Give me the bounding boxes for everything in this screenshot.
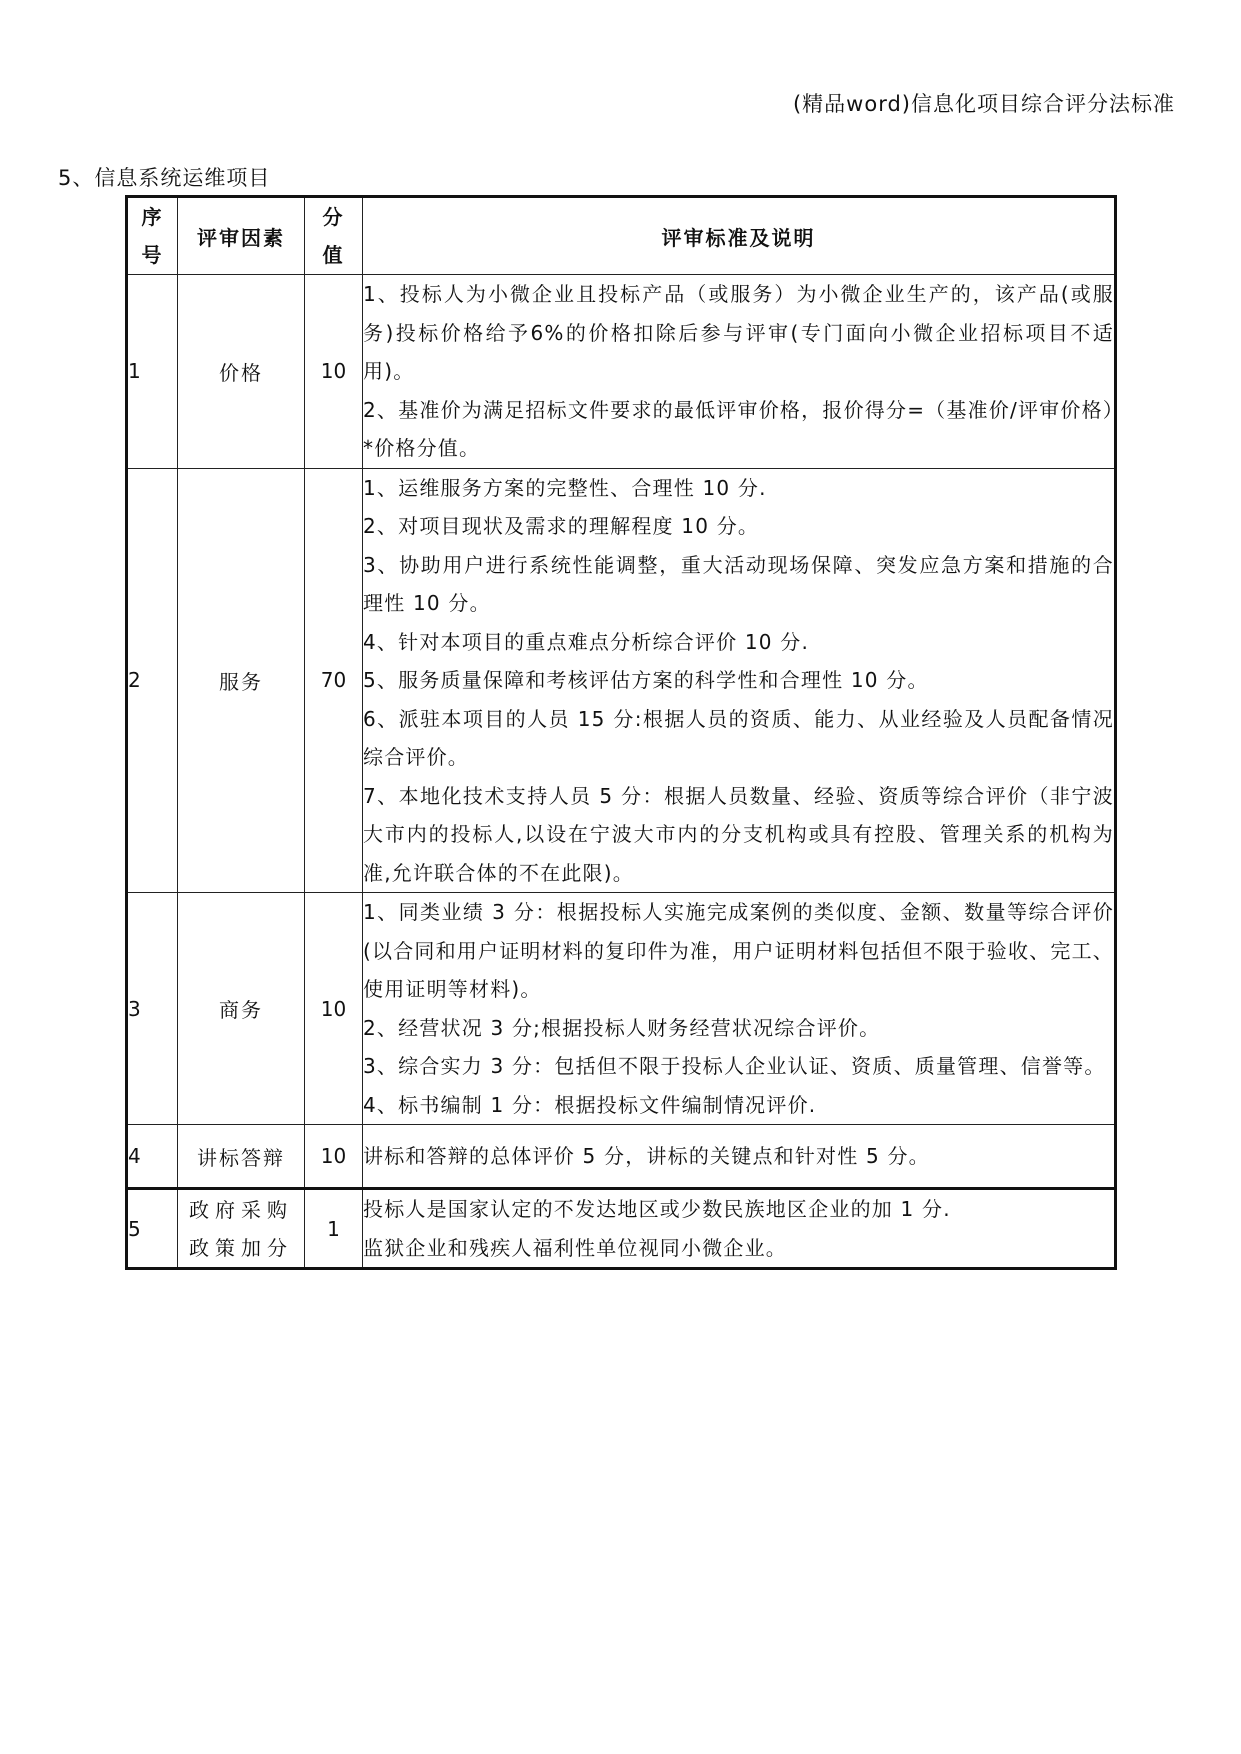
criteria-item: 1、运维服务方案的完整性、合理性 10 分. bbox=[363, 475, 767, 500]
row-score: 10 bbox=[305, 1125, 363, 1189]
row-criteria bbox=[363, 468, 1116, 893]
row-score: 70 bbox=[305, 468, 363, 893]
header-no bbox=[127, 197, 178, 275]
section-title: 5、信息系统运维项目 bbox=[58, 166, 271, 190]
header-no-line1: 序 bbox=[141, 205, 164, 229]
criteria-item: 1、投标人为小微企业且投标产品（或服务）为小微企业生产的，该产品(或服务)投标价格给予6%的价格扣除后参与评审(专门面向小微企业招标项目不适用)。 bbox=[363, 282, 1114, 383]
criteria-item: 4、针对本项目的重点难点分析综合评价 10 分. bbox=[363, 629, 810, 654]
header-criteria: 评审标准及说明 bbox=[363, 197, 1116, 275]
criteria-item: 讲标和答辩的总体评价 5 分，讲标的关键点和针对性 5 分。 bbox=[363, 1143, 930, 1168]
table-row bbox=[127, 1189, 1116, 1269]
row-no: 5 bbox=[127, 1189, 178, 1269]
row-no: 2 bbox=[127, 468, 178, 893]
table-row bbox=[127, 1125, 1116, 1189]
row-factor: 价格 bbox=[178, 275, 305, 469]
criteria-item: 5、服务质量保障和考核评估方案的科学性和合理性 10 分。 bbox=[363, 668, 929, 692]
header-score-line2: 值 bbox=[322, 243, 345, 267]
criteria-item: 3、综合实力 3 分：包括但不限于投标人企业认证、资质、质量管理、信誉等。 bbox=[363, 1054, 1106, 1078]
header-score-line1: 分 bbox=[322, 205, 345, 229]
row-criteria bbox=[363, 1189, 1116, 1269]
row-factor: 商务 bbox=[178, 893, 305, 1125]
row-factor-line1: 政府采购 bbox=[189, 1197, 293, 1222]
row-score: 10 bbox=[305, 893, 363, 1125]
row-factor: 讲标答辩 bbox=[178, 1125, 305, 1189]
criteria-item: 4、标书编制 1 分：根据投标文件编制情况评价. bbox=[363, 1092, 817, 1117]
row-score: 10 bbox=[305, 275, 363, 469]
criteria-item: 6、派驻本项目的人员 15 分:根据人员的资质、能力、从业经验及人员配备情况综合评价。 bbox=[363, 706, 1114, 769]
table-row bbox=[127, 468, 1116, 893]
row-factor bbox=[178, 1189, 305, 1269]
criteria-item: 7、本地化技术支持人员 5 分：根据人员数量、经验、资质等综合评价（非宁波大市内的投标人,以设在宁波大市内的分支机构或具有控股、管理关系的机构为准,允许联合体的不在此限)。 bbox=[363, 783, 1114, 885]
row-criteria bbox=[363, 1125, 1116, 1189]
row-factor-line2: 政策加分 bbox=[189, 1235, 293, 1260]
row-no: 3 bbox=[127, 893, 178, 1125]
document-header: (精品word)信息化项目综合评分法标准 bbox=[792, 92, 1175, 116]
row-score: 1 bbox=[305, 1189, 363, 1269]
row-criteria bbox=[363, 275, 1116, 469]
criteria-item: 1、同类业绩 3 分：根据投标人实施完成案例的类似度、金额、数量等综合评价(以合同和用户证明材料的复印件为准，用户证明材料包括但不限于验收、完工、使用证明等材料)。 bbox=[363, 900, 1115, 1001]
header-score bbox=[305, 197, 363, 275]
row-factor: 服务 bbox=[178, 468, 305, 893]
table-row bbox=[127, 275, 1116, 469]
row-criteria bbox=[363, 893, 1116, 1125]
criteria-item: 2、经营状况 3 分;根据投标人财务经营状况综合评价。 bbox=[363, 1015, 881, 1040]
row-no: 4 bbox=[127, 1125, 178, 1189]
table-header-row bbox=[127, 197, 1116, 275]
header-factor: 评审因素 bbox=[178, 197, 305, 275]
row-no: 1 bbox=[127, 275, 178, 469]
table-row bbox=[127, 893, 1116, 1125]
criteria-item: 3、协助用户进行系统性能调整，重大活动现场保障、突发应急方案和措施的合理性 10 分。 bbox=[363, 552, 1114, 615]
criteria-item: 监狱企业和残疾人福利性单位视同小微企业。 bbox=[363, 1235, 787, 1260]
header-no-line2: 号 bbox=[141, 243, 164, 267]
criteria-item: 投标人是国家认定的不发达地区或少数民族地区企业的加 1 分. bbox=[363, 1197, 951, 1221]
criteria-item: 2、基准价为满足招标文件要求的最低评审价格，报价得分=（基准价/评审价格）*价格分值。 bbox=[363, 397, 1114, 460]
scoring-table bbox=[125, 195, 1117, 1270]
criteria-item: 2、对项目现状及需求的理解程度 10 分。 bbox=[363, 514, 760, 538]
